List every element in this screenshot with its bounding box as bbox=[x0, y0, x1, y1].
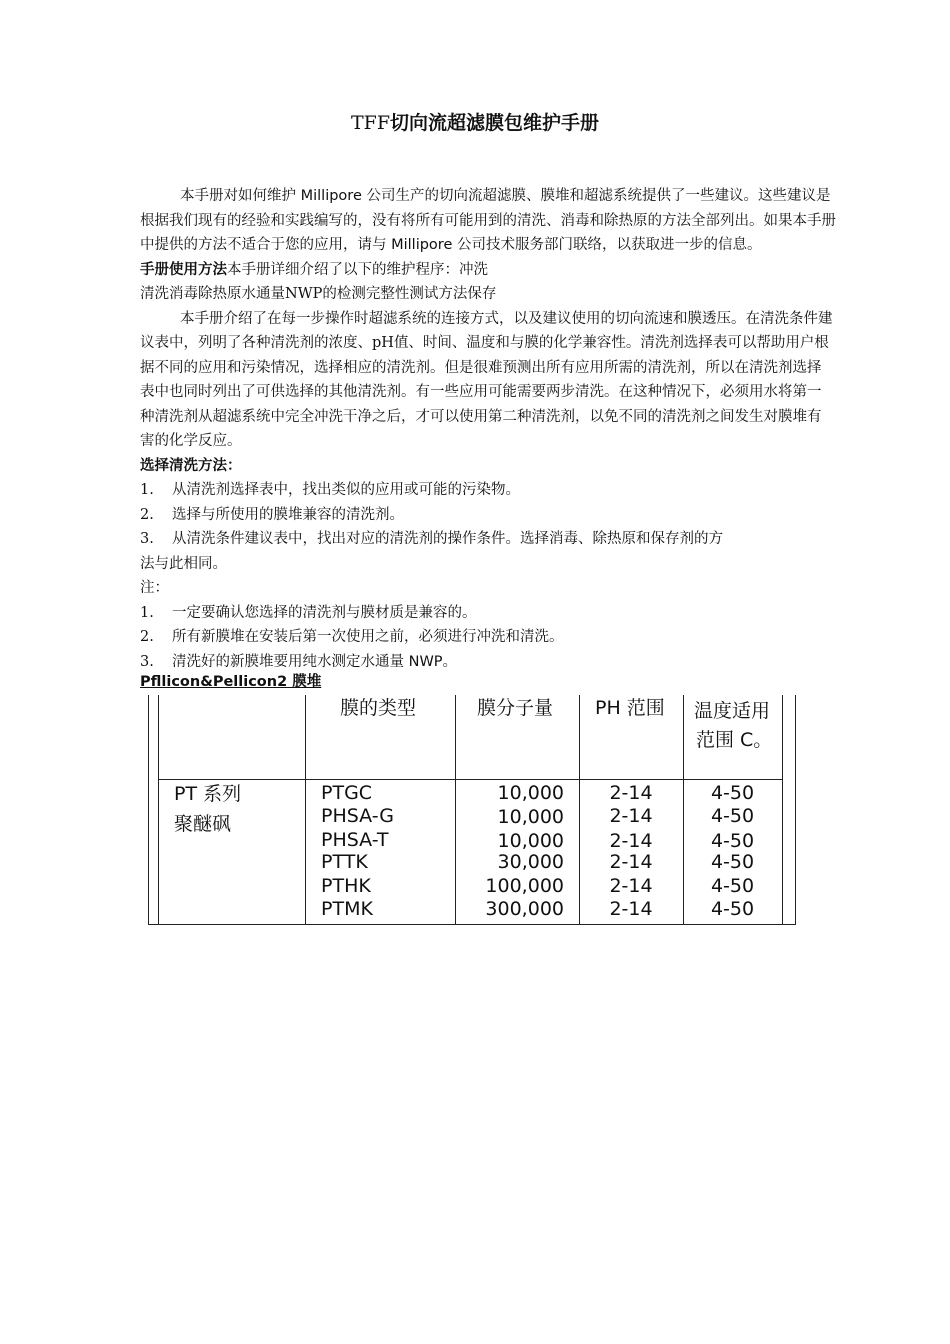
table-border-right bbox=[795, 695, 796, 925]
table-row-type: PTHK bbox=[321, 875, 371, 897]
table-row-type: PTGC bbox=[321, 782, 373, 804]
series-line-2: 聚醚砜 bbox=[174, 813, 232, 835]
table-row-type: PHSA-G bbox=[321, 805, 395, 827]
table-row-mw: 10,000 bbox=[497, 806, 564, 828]
page-title bbox=[0, 108, 950, 135]
table-row-mw: 300,000 bbox=[485, 898, 564, 920]
table-row-type: PHSA-T bbox=[321, 829, 389, 851]
table-row-ph: 2-14 bbox=[609, 898, 653, 920]
table-divider bbox=[782, 695, 783, 925]
table-row-temp: 4-50 bbox=[710, 830, 755, 852]
table-border-bottom bbox=[148, 924, 796, 925]
table-row-ph: 2-14 bbox=[609, 805, 653, 827]
para2-a: 本手册介绍了在每一步操作时超滤系统的连接方式，以及建议使用的切向流速和膜透压。在清洗条件建议表中，列明了各种清洗剂的浓度、 bbox=[140, 310, 833, 351]
table-row-mw: 100,000 bbox=[485, 875, 564, 897]
table-row-type: PTMK bbox=[321, 898, 373, 920]
header-mw: 膜分子量 bbox=[477, 697, 554, 719]
method-item: 2. 选择与所使用的膜堆兼容的清洗剂。 bbox=[140, 506, 404, 523]
header-temp-1: 温度适用 bbox=[694, 700, 771, 722]
table-border-left bbox=[148, 695, 149, 925]
method-continuation: 法与此相同。 bbox=[140, 555, 227, 572]
table-row-temp: 4-50 bbox=[710, 851, 755, 873]
note-item: 2. 所有新膜堆在安装后第一次使用之前，必须进行冲洗和清洗。 bbox=[140, 629, 564, 645]
para2-c: 值、时间、温度和与膜的化学兼容性。清洗剂选择表可以帮助用户根据不同的应用和污染情况，选择相应的清洗剂。但是很难预测出所有应用所需的清洗剂，所以在清洗剂选择表中也同时列出了可供选择的其他清洗剂。有一些应用可能需要两步清洗。在这种情况下，必须用水将第一种清洗剂从超滤系统中完全冲洗干净之后，才可以使用第二种清洗剂，以免不同的清洗剂之间发生对膜堆有害的化学反应。 bbox=[140, 335, 829, 449]
table-row-type: PTTK bbox=[321, 851, 368, 873]
table-row-mw: 10,000 bbox=[497, 782, 564, 804]
table-border-left-inner bbox=[158, 695, 159, 925]
usage-line-2 bbox=[140, 282, 840, 307]
title-latin: TFF bbox=[350, 112, 391, 134]
usage-line-2a: 清洗消毒除热原水通量 bbox=[140, 286, 285, 302]
table-row-temp: 4-50 bbox=[710, 875, 755, 897]
table-title: Pfllicon&Pellicon2 膜堆 bbox=[140, 674, 322, 690]
table-row-temp: 4-50 bbox=[710, 898, 755, 920]
intro-paragraph: 本手册对如何维护 Millipore 公司生产的切向流超滤膜、膜堆和超滤系统提供了一些建议。这些建议是根据我们现有的经验和实践编写的，没有将所有可能用到的清洗、消毒和除热原的方法全部列出。如果本手册中提供的方法不适合于您的应用，请与 Millipore 公司技术服务部门联络，以获取进一步的信息。 bbox=[140, 188, 836, 253]
procedure-paragraph bbox=[140, 307, 834, 454]
header-temp-2: 范围 C。 bbox=[696, 729, 773, 751]
method-item: 1. 从清洗剂选择表中，找出类似的应用或可能的污染物。 bbox=[140, 482, 520, 498]
header-divider bbox=[158, 779, 782, 780]
header-type: 膜的类型 bbox=[340, 697, 417, 719]
para2-b: pH bbox=[372, 335, 394, 351]
note-item: 1. 一定要确认您选择的清洗剂与膜材质是兼容的。 bbox=[140, 604, 477, 621]
table-row-mw: 10,000 bbox=[497, 830, 564, 852]
title-cjk: 切向流超滤膜包维护手册 bbox=[390, 112, 600, 134]
note-item: 3. 清洗好的新膜堆要用纯水测定水通量 NWP。 bbox=[140, 653, 458, 670]
header-ph: PH 范围 bbox=[595, 697, 665, 719]
table-row-ph: 2-14 bbox=[609, 782, 653, 804]
series-line-1: PT 系列 bbox=[174, 783, 242, 805]
method-item: 3. 从清洗条件建议表中，找出对应的清洗剂的操作条件。选择消毒、除热原和保存剂的方 bbox=[140, 531, 723, 547]
table-row-temp: 4-50 bbox=[710, 782, 755, 804]
usage-line-2b: NWP bbox=[285, 286, 323, 302]
usage-paragraph bbox=[140, 258, 840, 283]
table-row-mw: 30,000 bbox=[497, 851, 564, 873]
usage-heading: 手册使用方法 bbox=[140, 261, 227, 278]
table-row-temp: 4-50 bbox=[710, 805, 755, 827]
usage-text: 本手册详细介绍了以下的维护程序：冲洗 bbox=[227, 261, 488, 278]
table-divider bbox=[305, 695, 306, 925]
membrane-table bbox=[148, 695, 796, 925]
table-divider bbox=[455, 695, 456, 925]
notes-heading: 注： bbox=[140, 580, 169, 596]
method-heading: 选择清洗方法： bbox=[140, 457, 242, 474]
table-row-ph: 2-14 bbox=[609, 830, 653, 852]
table-row-ph: 2-14 bbox=[609, 851, 653, 873]
usage-line-2c: 的检测完整性测试方法保存 bbox=[322, 286, 497, 302]
table-row-ph: 2-14 bbox=[609, 875, 653, 897]
body-text bbox=[140, 184, 840, 674]
